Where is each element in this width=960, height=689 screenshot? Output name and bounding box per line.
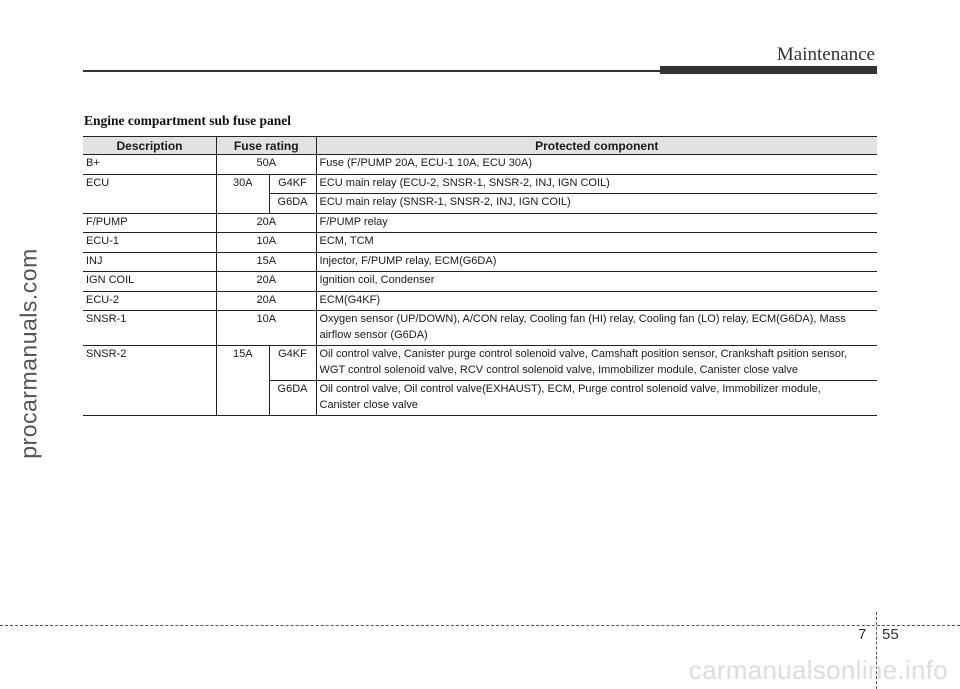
row-description: F/PUMP: [83, 213, 217, 233]
table-row: [83, 252, 877, 272]
row-component: Fuse (F/PUMP 20A, ECU-1 10A, ECU 30A): [316, 155, 877, 175]
row-component: ECU main relay (ECU-2, SNSR-1, SNSR-2, INJ, IGN COIL): [316, 174, 877, 194]
bottom-watermark: carmanualsonline.info: [688, 655, 948, 685]
table-row: [83, 213, 877, 233]
row-description: ECU-1: [83, 233, 217, 253]
table-row: [83, 174, 877, 194]
table-row: [83, 291, 877, 311]
row-engine-code: G4KF: [269, 174, 316, 194]
row-rating: 30A: [217, 174, 270, 213]
row-description: INJ: [83, 252, 217, 272]
row-description: IGN COIL: [83, 272, 217, 292]
table-row: [83, 155, 877, 175]
row-engine-code: G4KF: [269, 346, 316, 381]
footer-dashed-rule: [0, 625, 960, 626]
row-engine-code: G6DA: [269, 381, 316, 416]
row-rating: 20A: [217, 272, 317, 292]
header-fuse-rating: Fuse rating: [217, 137, 317, 155]
table-row: [83, 233, 877, 253]
section-title: Engine compartment sub fuse panel: [84, 113, 292, 128]
component-line: Canister close valve: [319, 398, 418, 411]
header-description: Description: [83, 137, 217, 155]
row-rating: 10A: [217, 311, 317, 346]
row-rating: 20A: [217, 291, 317, 311]
row-rating: 10A: [217, 233, 317, 253]
component-line: airflow sensor (G6DA): [319, 328, 428, 341]
component-line: Oil control valve, Canister purge control solenoid valve, Camshaft position sensor, Crankshaft psition sensor,: [319, 348, 848, 360]
table-row: [83, 311, 877, 346]
row-component: Ignition coil, Condenser: [316, 272, 877, 292]
side-watermark: procarmanuals.com: [15, 248, 42, 459]
row-component: [316, 381, 877, 416]
row-component: F/PUMP relay: [316, 213, 877, 233]
row-rating: 15A: [217, 252, 317, 272]
row-component: ECU main relay (SNSR-1, SNSR-2, INJ, IGN COIL): [316, 194, 877, 214]
header-rule-thin: [83, 70, 660, 72]
row-rating: 50A: [217, 155, 317, 175]
row-component: [316, 311, 877, 346]
row-rating: 20A: [217, 213, 317, 233]
header-protected-component: Protected component: [316, 137, 877, 155]
row-description: SNSR-2: [83, 346, 217, 416]
table-header-row: [83, 137, 877, 155]
row-description: SNSR-1: [83, 311, 217, 346]
row-component: ECM, TCM: [316, 233, 877, 253]
row-component: [316, 346, 877, 381]
row-engine-code: G6DA: [269, 194, 316, 214]
row-rating: 15A: [217, 346, 270, 416]
component-line: Oil control valve, Oil control valve(EXHAUST), ECM, Purge control solenoid valve, Immobilizer module,: [319, 383, 821, 395]
header-rule-thick: [660, 66, 877, 74]
component-line: Oxygen sensor (UP/DOWN), A/CON relay, Cooling fan (HI) relay, Cooling fan (LO) relay, ECM(G6DA), Mass: [319, 313, 846, 325]
row-description: ECU-2: [83, 291, 217, 311]
fuse-table: [83, 136, 877, 416]
table-row: [83, 346, 877, 381]
table-row: [83, 272, 877, 292]
row-description: ECU: [83, 174, 217, 213]
row-component: ECM(G4KF): [316, 291, 877, 311]
page-header-title: Maintenance: [776, 44, 875, 65]
row-component: Injector, F/PUMP relay, ECM(G6DA): [316, 252, 877, 272]
page-number: 55: [882, 626, 899, 643]
component-line: WGT control solenoid valve, RCV control solenoid valve, Immobilizer module, Canister close valve: [319, 363, 798, 376]
row-description: B+: [83, 155, 217, 175]
chapter-number: 7: [858, 626, 867, 643]
